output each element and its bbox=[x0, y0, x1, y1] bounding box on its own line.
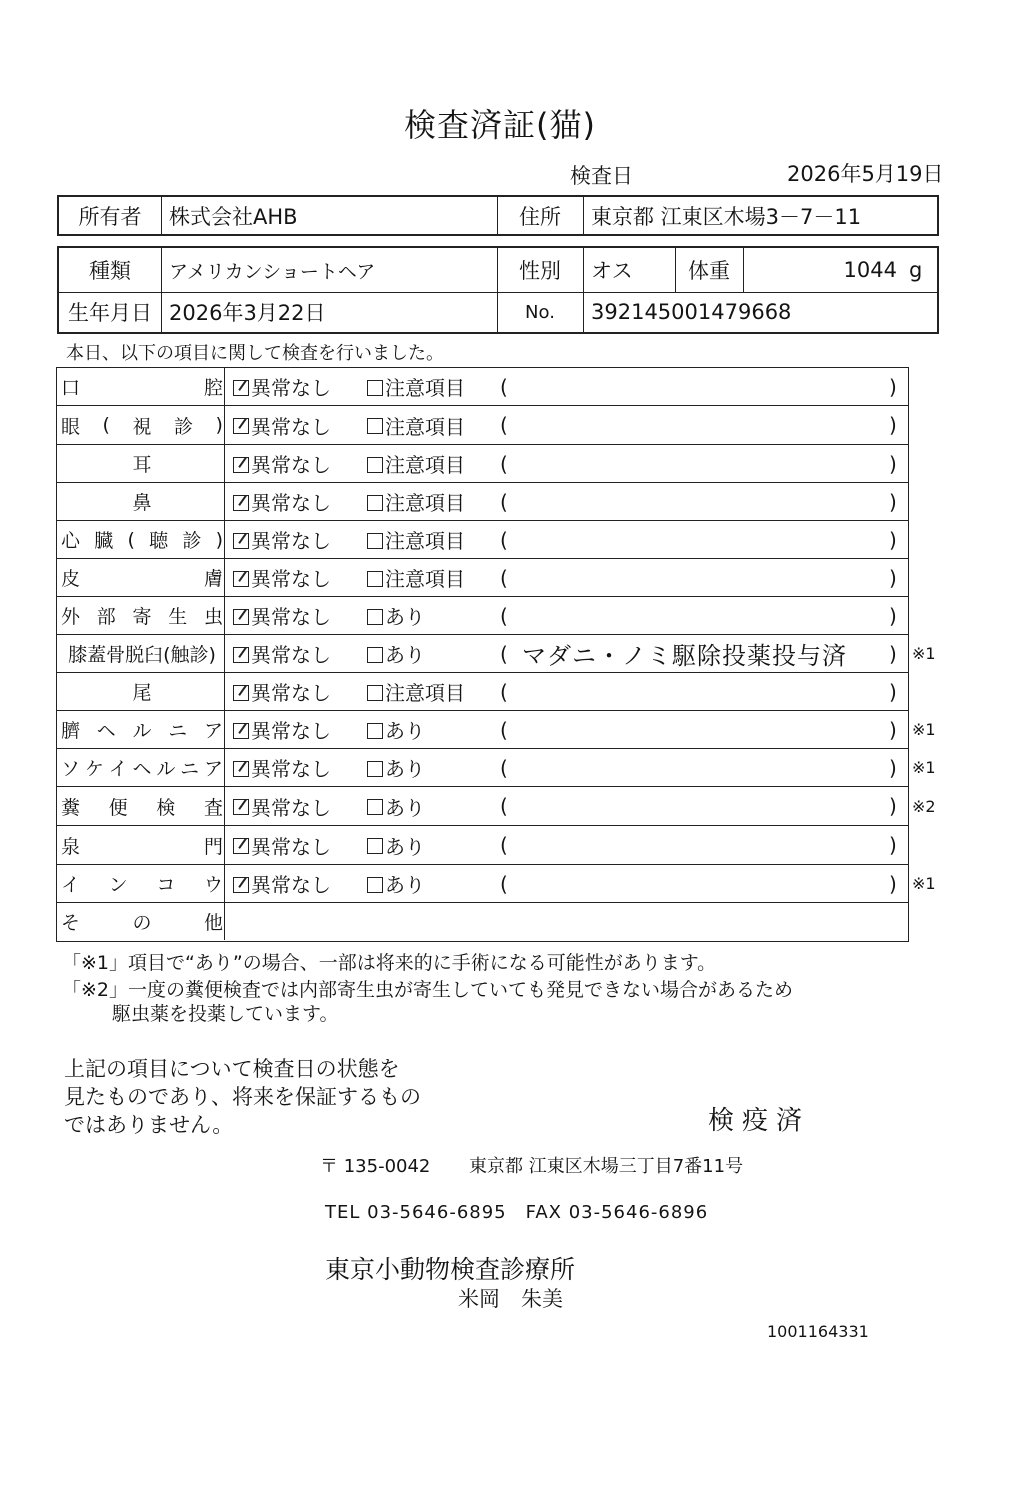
checklist-item-name-char: ル bbox=[132, 720, 152, 742]
checked-checkbox-icon bbox=[233, 761, 249, 777]
disclaimer-line: 見たものであり、将来を保証するもの bbox=[64, 1085, 421, 1109]
note-close-paren: ) bbox=[889, 489, 897, 514]
checklist-item-name-char: 臓 bbox=[94, 530, 114, 552]
option-normal bbox=[233, 711, 331, 748]
option-caution-label: 注意項目 bbox=[385, 453, 465, 477]
checklist-item-name bbox=[61, 865, 223, 902]
checklist-item-name-char: の bbox=[132, 912, 152, 934]
unchecked-checkbox-icon bbox=[367, 533, 383, 549]
checklist-item-name-char: ) bbox=[215, 528, 223, 551]
unchecked-checkbox-icon bbox=[367, 723, 383, 739]
option-caution-label: 注意項目 bbox=[385, 491, 465, 515]
option-normal-label: 異常なし bbox=[251, 567, 331, 591]
checklist-item-name-char: ヘ bbox=[96, 720, 116, 742]
checklist-item-name bbox=[61, 749, 223, 786]
document-title: 検査済証(猫) bbox=[404, 106, 596, 144]
checklist-item-name-char: 耳 bbox=[132, 454, 152, 476]
checklist-item-name-char: 部 bbox=[96, 606, 116, 628]
note-close-paren: ) bbox=[889, 679, 897, 704]
checklist-item-name-char: ( bbox=[127, 528, 135, 551]
owner-box bbox=[57, 195, 939, 236]
note-open-paren: ( bbox=[500, 374, 508, 399]
option-normal-label: 異常なし bbox=[251, 795, 331, 820]
note-close-paren: ) bbox=[889, 527, 897, 552]
checklist-row bbox=[57, 673, 908, 711]
serial-number: 1001164331 bbox=[767, 1322, 869, 1341]
note-open-paren: ( bbox=[500, 527, 508, 552]
disclaimer bbox=[64, 1055, 444, 1139]
checklist-item-name bbox=[61, 673, 223, 710]
checklist-item-name-char: 視 bbox=[132, 415, 152, 438]
disclaimer-line: 上記の項目について検査日の状態を bbox=[64, 1057, 400, 1081]
checklist-item-name-char: 査 bbox=[203, 796, 223, 819]
checklist-item-name-char: ア bbox=[203, 720, 223, 742]
option-present-label: あり bbox=[385, 834, 425, 859]
note-close-paren: ) bbox=[889, 641, 897, 666]
handwritten-note: マダニ・ノミ駆除投薬投与済 bbox=[522, 642, 847, 670]
checklist-item-name bbox=[61, 445, 223, 482]
option-normal bbox=[233, 483, 331, 520]
quarantine-stamp: 検疫済 bbox=[708, 1106, 811, 1136]
checklist-row bbox=[57, 903, 908, 940]
note-close-paren: ) bbox=[889, 871, 897, 896]
note-open-paren: ( bbox=[500, 833, 508, 857]
pet-box bbox=[57, 246, 939, 334]
unchecked-checkbox-icon bbox=[367, 418, 383, 434]
checklist-item-name-char: 便 bbox=[108, 796, 128, 819]
footnote-reference: ※1 bbox=[912, 720, 936, 739]
option-normal-label: 異常なし bbox=[251, 605, 331, 629]
note-open-paren: ( bbox=[500, 565, 508, 590]
option-caution bbox=[367, 445, 465, 482]
option-caution bbox=[367, 559, 465, 596]
checklist-row bbox=[57, 635, 936, 673]
footnote-reference: ※1 bbox=[912, 644, 936, 663]
checklist-row bbox=[57, 711, 936, 749]
checked-checkbox-icon bbox=[233, 457, 249, 473]
checklist-item-name-char: イ bbox=[108, 758, 128, 780]
option-normal bbox=[233, 826, 331, 864]
option-normal bbox=[233, 406, 331, 444]
birth-value: 2026年3月22日 bbox=[169, 301, 326, 325]
checklist-row bbox=[57, 521, 908, 559]
checklist-item-name-char: 臍 bbox=[61, 720, 81, 742]
option-caution bbox=[367, 368, 465, 405]
checked-checkbox-icon bbox=[233, 609, 249, 625]
option-caution-label: 注意項目 bbox=[385, 376, 465, 400]
note-close-paren: ) bbox=[889, 565, 897, 590]
option-normal bbox=[233, 787, 331, 825]
option-normal-label: 異常なし bbox=[251, 529, 331, 553]
footnote-reference: ※1 bbox=[912, 874, 936, 893]
checklist-item-name-char: 泉 bbox=[61, 835, 81, 858]
note-open-paren: ( bbox=[500, 755, 508, 780]
option-caution-label: 注意項目 bbox=[385, 567, 465, 591]
checklist-item-name bbox=[61, 826, 223, 864]
checklist-item-name-char: 診 bbox=[174, 415, 194, 438]
checked-checkbox-icon bbox=[233, 838, 249, 854]
clinic-postal-code: 〒 135-0042 bbox=[320, 1156, 431, 1177]
checklist-row bbox=[57, 483, 908, 521]
checked-checkbox-icon bbox=[233, 495, 249, 511]
note-close-paren: ) bbox=[889, 755, 897, 780]
clinic-name: 東京小動物検査診療所 bbox=[325, 1255, 576, 1284]
option-present bbox=[367, 635, 425, 672]
checklist-item-name-char: 外 bbox=[61, 606, 81, 628]
checklist-row bbox=[57, 865, 936, 903]
note-open-paren: ( bbox=[500, 413, 508, 437]
checklist-item-name-char: 寄 bbox=[132, 606, 152, 628]
note-close-paren: ) bbox=[889, 833, 897, 857]
option-present-label: あり bbox=[385, 643, 425, 667]
note-open-paren: ( bbox=[500, 641, 508, 666]
clinic-address: 東京都 江東区木場三丁目7番11号 bbox=[469, 1156, 744, 1177]
option-present bbox=[367, 787, 425, 825]
checklist-item-name-char: ケ bbox=[84, 758, 104, 780]
checklist-item-name-char: ニ bbox=[180, 758, 200, 780]
owner-value: 株式会社AHB bbox=[169, 204, 298, 229]
checklist-item-name-char: 糞 bbox=[61, 796, 81, 819]
unchecked-checkbox-icon bbox=[367, 838, 383, 854]
checklist-item-name bbox=[61, 483, 223, 520]
checklist-item-name bbox=[61, 597, 223, 634]
option-normal-label: 異常なし bbox=[251, 414, 331, 439]
checklist-item-name bbox=[61, 711, 223, 748]
checklist-item-name-char: 口 bbox=[61, 377, 81, 399]
option-caution bbox=[367, 406, 465, 444]
unchecked-checkbox-icon bbox=[367, 571, 383, 587]
checklist-item-name-char: 膝蓋骨脱臼(触診) bbox=[68, 644, 216, 666]
birth-label: 生年月日 bbox=[68, 301, 152, 325]
breed-value: アメリカンショートヘア bbox=[169, 260, 376, 283]
weight-label: 体重 bbox=[688, 259, 730, 283]
option-present bbox=[367, 711, 425, 748]
option-caution bbox=[367, 673, 465, 710]
checked-checkbox-icon bbox=[233, 380, 249, 396]
unchecked-checkbox-icon bbox=[367, 380, 383, 396]
note-close-paren: ) bbox=[889, 451, 897, 476]
note-close-paren: ) bbox=[889, 374, 897, 399]
footnote-reference: ※1 bbox=[912, 758, 936, 777]
checklist-item-name-char: ウ bbox=[203, 874, 223, 896]
checklist-row bbox=[57, 787, 936, 826]
note-open-paren: ( bbox=[500, 679, 508, 704]
option-normal-label: 異常なし bbox=[251, 491, 331, 515]
clinic-phone-fax: TEL 03-5646-6895 FAX 03-5646-6896 bbox=[325, 1202, 709, 1223]
checklist-item-name-char: 聴 bbox=[149, 530, 169, 552]
checked-checkbox-icon bbox=[233, 799, 249, 815]
checklist-item-name-char: 他 bbox=[203, 912, 223, 934]
checklist-item-name-char: 検 bbox=[156, 796, 176, 819]
checklist-row bbox=[57, 368, 908, 406]
checklist-item-name-char: 腔 bbox=[203, 377, 223, 399]
checklist-item-name bbox=[61, 559, 223, 596]
inspection-date-label: 検査日 bbox=[570, 164, 633, 188]
note-open-paren: ( bbox=[500, 794, 508, 818]
option-caution bbox=[367, 483, 465, 520]
checked-checkbox-icon bbox=[233, 533, 249, 549]
option-normal bbox=[233, 673, 331, 710]
note-open-paren: ( bbox=[500, 717, 508, 742]
checklist-item-name-char: コ bbox=[156, 874, 176, 896]
option-present-label: あり bbox=[385, 795, 425, 820]
option-normal-label: 異常なし bbox=[251, 376, 331, 400]
option-present-label: あり bbox=[385, 605, 425, 629]
option-present bbox=[367, 597, 425, 634]
checklist-item-name-char: 心 bbox=[61, 530, 81, 552]
checklist-item-name-char: ソ bbox=[61, 758, 81, 780]
option-normal bbox=[233, 445, 331, 482]
checklist-item-name-char: 門 bbox=[203, 835, 223, 858]
no-label: No. bbox=[525, 301, 555, 323]
checklist-row bbox=[57, 826, 908, 865]
checklist-row bbox=[57, 749, 936, 787]
checked-checkbox-icon bbox=[233, 571, 249, 587]
checklist-item-name bbox=[61, 635, 223, 672]
footnote-1: 「※1」項目で“あり”の場合、一部は将来的に手術になる可能性があります。 bbox=[62, 952, 717, 974]
no-value: 392145001479668 bbox=[591, 300, 792, 324]
option-present bbox=[367, 865, 425, 902]
option-caution-label: 注意項目 bbox=[385, 681, 465, 705]
note-close-paren: ) bbox=[889, 413, 897, 437]
option-present bbox=[367, 749, 425, 786]
option-present bbox=[367, 826, 425, 864]
sex-value: オス bbox=[591, 259, 633, 283]
address-label: 住所 bbox=[519, 204, 561, 229]
checklist-item-name-char: 眼 bbox=[61, 415, 81, 438]
option-normal bbox=[233, 597, 331, 634]
checklist-item-name-char: 診 bbox=[182, 530, 202, 552]
checklist-item-name-char: そ bbox=[61, 912, 81, 934]
option-normal bbox=[233, 865, 331, 902]
note-open-paren: ( bbox=[500, 871, 508, 896]
option-normal-label: 異常なし bbox=[251, 681, 331, 705]
footnote-2-continued: 駆虫薬を投薬しています。 bbox=[112, 1003, 339, 1025]
weight-unit: g bbox=[909, 258, 923, 282]
checklist-item-name-char: イ bbox=[61, 874, 81, 896]
note-close-paren: ) bbox=[889, 603, 897, 628]
checklist-row bbox=[57, 597, 908, 635]
unchecked-checkbox-icon bbox=[367, 761, 383, 777]
checklist-row bbox=[57, 445, 908, 483]
veterinarian-name: 米岡 朱美 bbox=[458, 1287, 563, 1311]
owner-label: 所有者 bbox=[78, 204, 142, 229]
checklist-item-name-char: 虫 bbox=[203, 606, 223, 628]
option-normal-label: 異常なし bbox=[251, 873, 331, 897]
option-present-label: あり bbox=[385, 719, 425, 743]
sex-label: 性別 bbox=[519, 259, 561, 283]
checklist-item-name bbox=[61, 368, 223, 405]
option-normal-label: 異常なし bbox=[251, 643, 331, 667]
weight-value: 1044 bbox=[843, 258, 897, 282]
unchecked-checkbox-icon bbox=[367, 647, 383, 663]
checklist-item-name-char: 鼻 bbox=[132, 492, 152, 514]
option-present-label: あり bbox=[385, 757, 425, 781]
checklist-table bbox=[56, 367, 936, 942]
option-normal bbox=[233, 635, 331, 672]
checklist-item-name bbox=[61, 903, 223, 940]
option-present-label: あり bbox=[385, 873, 425, 897]
checked-checkbox-icon bbox=[233, 877, 249, 893]
unchecked-checkbox-icon bbox=[367, 877, 383, 893]
option-normal-label: 異常なし bbox=[251, 453, 331, 477]
checked-checkbox-icon bbox=[233, 418, 249, 434]
checklist-item-name-char: 膚 bbox=[203, 568, 223, 590]
note-close-paren: ) bbox=[889, 794, 897, 818]
option-caution bbox=[367, 521, 465, 558]
checklist-item-name-char: ル bbox=[156, 758, 176, 780]
unchecked-checkbox-icon bbox=[367, 799, 383, 815]
checklist-item-name-char: ヘ bbox=[132, 758, 152, 780]
unchecked-checkbox-icon bbox=[367, 685, 383, 701]
note-close-paren: ) bbox=[889, 717, 897, 742]
unchecked-checkbox-icon bbox=[367, 495, 383, 511]
checked-checkbox-icon bbox=[233, 647, 249, 663]
checklist-item-name bbox=[61, 787, 223, 825]
footnote-2: 「※2」一度の糞便検査では内部寄生虫が寄生していても発見できない場合があるため bbox=[62, 979, 794, 1001]
disclaimer-line: ではありません。 bbox=[64, 1113, 234, 1137]
unchecked-checkbox-icon bbox=[367, 609, 383, 625]
checklist-row bbox=[57, 406, 908, 445]
checklist-item-name-char: 尾 bbox=[132, 682, 152, 704]
inspection-date: 2026年5月19日 bbox=[787, 162, 944, 186]
checklist-item-name-char: ア bbox=[203, 758, 223, 780]
checklist-item-name-char: ) bbox=[215, 414, 223, 436]
note-open-paren: ( bbox=[500, 451, 508, 476]
note-open-paren: ( bbox=[500, 603, 508, 628]
intro-text: 本日、以下の項目に関して検査を行いました。 bbox=[66, 343, 444, 364]
checklist-item-name bbox=[61, 521, 223, 558]
option-normal-label: 異常なし bbox=[251, 834, 331, 859]
option-normal bbox=[233, 521, 331, 558]
option-normal bbox=[233, 559, 331, 596]
option-normal-label: 異常なし bbox=[251, 719, 331, 743]
address-value: 東京都 江東区木場3－7－11 bbox=[591, 204, 862, 229]
breed-label: 種類 bbox=[89, 259, 131, 283]
option-caution-label: 注意項目 bbox=[385, 529, 465, 553]
note-open-paren: ( bbox=[500, 489, 508, 514]
option-normal bbox=[233, 368, 331, 405]
unchecked-checkbox-icon bbox=[367, 457, 383, 473]
checklist-item-name-char: ン bbox=[108, 874, 128, 896]
checked-checkbox-icon bbox=[233, 685, 249, 701]
option-normal bbox=[233, 749, 331, 786]
option-caution-label: 注意項目 bbox=[385, 414, 465, 439]
option-normal-label: 異常なし bbox=[251, 757, 331, 781]
checklist-item-name-char: 皮 bbox=[61, 568, 81, 590]
checklist-row bbox=[57, 559, 908, 597]
footnote-reference: ※2 bbox=[912, 796, 936, 816]
checked-checkbox-icon bbox=[233, 723, 249, 739]
checklist-item-name-char: 生 bbox=[168, 606, 188, 628]
checklist-item-name-char: ( bbox=[102, 414, 110, 436]
checklist-item-name bbox=[61, 406, 223, 444]
checklist-item-name-char: ニ bbox=[168, 720, 188, 742]
